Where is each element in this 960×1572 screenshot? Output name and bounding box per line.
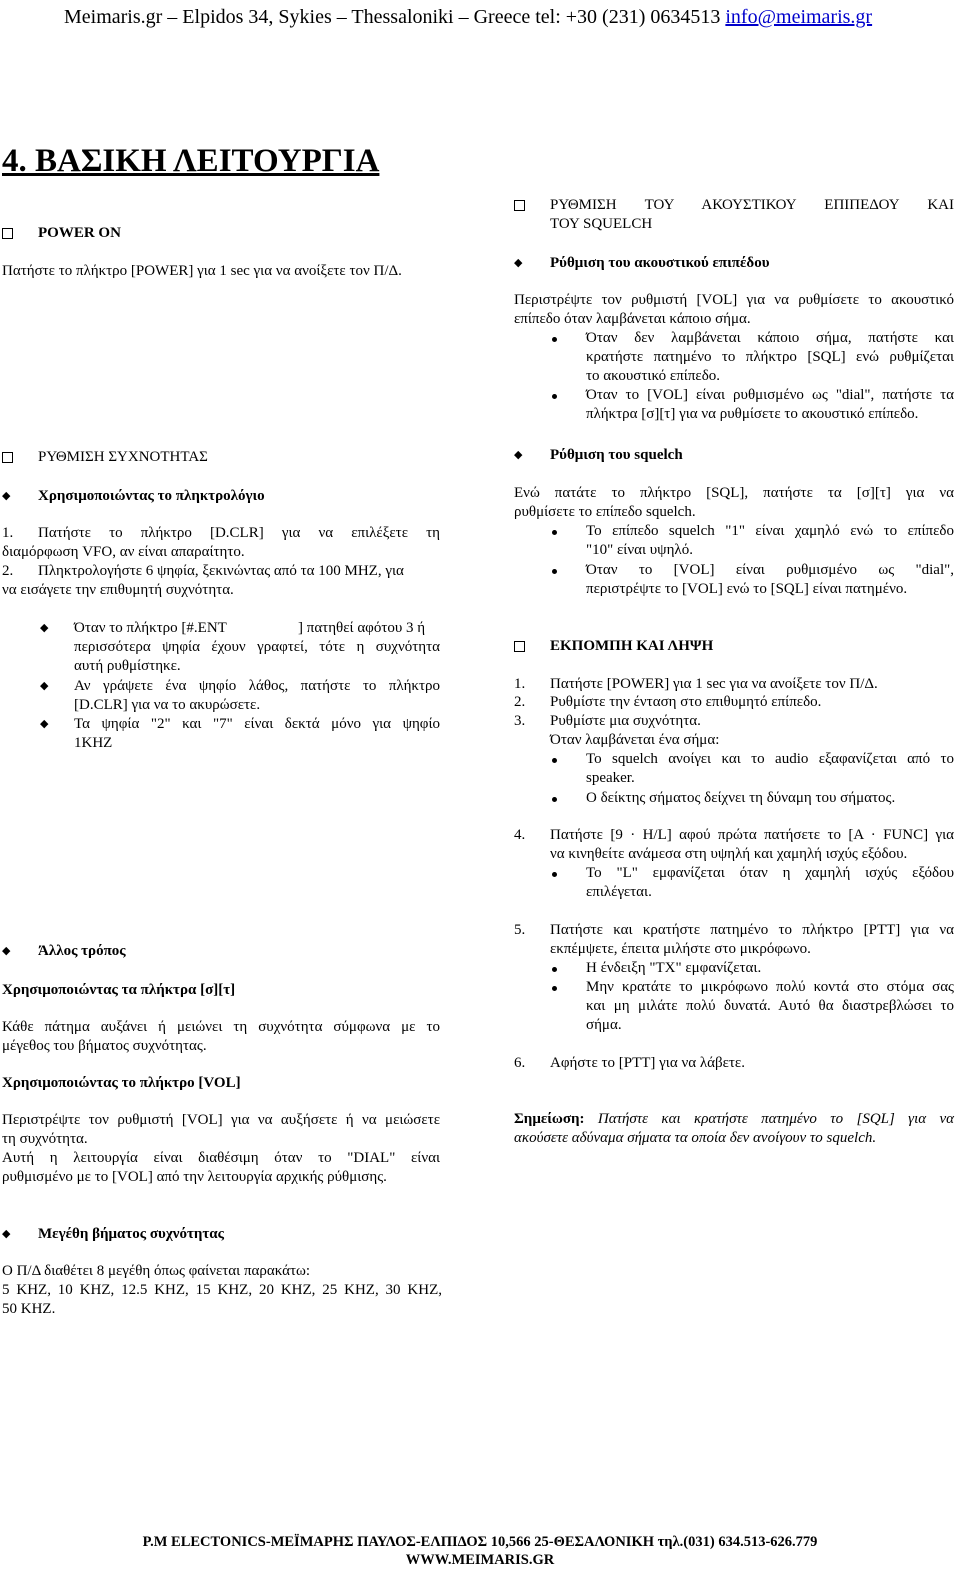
note-text: αυτή ρυθμίστηκε.	[74, 658, 181, 674]
step-text: να εισάγετε την επιθυμητή συχνότητα.	[2, 582, 234, 598]
tx-step-3	[514, 712, 954, 750]
paragraph-line: Ενώ πατάτε το πλήκτρο [SQL], πατήστε τα [σ][τ] για να	[514, 485, 954, 501]
frequency-heading-label: ΡΥΘΜΙΣΗ ΣΥΧΝΟΤΗΤΑΣ	[38, 449, 208, 465]
page-title: 4. ΒΑΣΙΚΗ ΛΕΙΤΟΥΡΓΙΑ	[2, 143, 380, 179]
tx-step-5-bullet-2	[514, 978, 954, 1035]
volume-squelch-heading	[514, 196, 954, 234]
round-dot-icon	[552, 986, 557, 991]
tx-step-2	[514, 693, 954, 712]
diamond-icon: ◆	[40, 718, 49, 730]
bullet-text: Το "L" εμφανίζεται όταν η χαμηλή ισχύς εξόδου	[586, 865, 954, 881]
keypad-step-2	[2, 562, 440, 600]
bullet-text: επιλέγεται.	[586, 884, 652, 900]
audio-level-label: Ρύθμιση του ακουστικού επιπέδου	[550, 255, 770, 271]
diamond-icon: ◆	[514, 449, 523, 461]
round-dot-icon	[552, 872, 557, 877]
footer-address: P.M ELECTONICS-ΜΕΪΜΑΡΗΣ ΠΑΥΛΟΣ-ΕΛΠΙΔΟΣ 10,566 25-ΘΕΣΑΛΟΝΙΚΗ τηλ.(031) 634.513-626.779	[142, 1534, 818, 1550]
header-email-link[interactable]: info@meimaris.gr	[725, 6, 873, 28]
note-text: ] πατηθεί αφότου 3 ή	[298, 620, 426, 636]
note-text: περισσότερα ψηφία έχουν γραφτεί, τότε η συχνότητα	[74, 639, 440, 655]
bullet-text: Όταν το [VOL] είναι ρυθμισμένο ως "dial", πατήστε τα	[586, 387, 954, 403]
heading-line: ΤΟΥ SQUELCH	[550, 216, 653, 232]
transmit-receive-label: ΕΚΠΟΜΠΗ ΚΑΙ ΛΗΨΗ	[550, 638, 714, 654]
paragraph-line: Κάθε πάτημα αυξάνει ή μειώνει τη συχνότητα σύμφωνα με το	[2, 1019, 440, 1035]
diamond-icon: ◆	[40, 622, 49, 634]
paragraph-line: ρυθμισμένο με το [VOL] από την λειτουργία αρχικής ρύθμισης.	[2, 1169, 387, 1185]
step-sizes-text	[2, 1262, 442, 1319]
bullet-text: speaker.	[586, 770, 635, 786]
keypad-subheading	[2, 487, 402, 506]
step-text: Όταν λαμβάνεται ένα σήμα:	[550, 732, 720, 748]
paragraph-line: μέγεθος του βήματος συχνότητας.	[2, 1038, 207, 1054]
bullet-text: πλήκτρα [σ][τ] για να ρυθμίσετε το ακουστικό επίπεδο.	[586, 406, 919, 422]
footer-website: WWW.MEIMARIS.GR	[405, 1552, 555, 1568]
squelch-label: Ρύθμιση του squelch	[550, 447, 683, 463]
bullet-text: Όταν το [VOL] είναι ρυθμισμένο ως "dial",	[586, 562, 954, 578]
frequency-heading	[2, 448, 302, 467]
note-text: Πατήστε και κρατήστε πατημένο το [SQL] για να	[597, 1111, 955, 1127]
step-text: να κινηθείτε ανάμεσα στη υψηλή και χαμηλή ισχύς εξόδου.	[550, 846, 908, 862]
keypad-note-3	[2, 715, 440, 753]
page-header	[64, 5, 872, 29]
step-text: Ρυθμίστε την ένταση στο επιθυμητό επίπεδο.	[550, 694, 822, 710]
round-dot-icon	[552, 758, 557, 763]
bullet-text: Όταν δεν λαμβάνεται κάποιο σήμα, πατήστε και	[586, 330, 954, 346]
checkbox-square-icon	[514, 641, 525, 652]
tx-step-5-bullet-1	[514, 959, 954, 978]
paragraph-line: Αυτή η λειτουργία είναι διαθέσιμη όταν το "DIAL" είναι	[2, 1150, 440, 1166]
vol-key-heading: Χρησιμοποιώντας το πλήκτρο [VOL]	[2, 1075, 241, 1091]
keypad-note-1	[2, 619, 440, 676]
step-text: διαμόρφωση VFO, αν είναι απαραίτητο.	[2, 544, 245, 560]
bullet-text: Το επίπεδο squelch "1" είναι χαμηλό ενώ το επίπεδο	[586, 523, 954, 539]
audio-level-subheading	[514, 254, 954, 273]
tx-step-6	[514, 1054, 954, 1073]
other-way-subheading	[2, 942, 302, 961]
arrow-keys-text	[2, 1018, 440, 1056]
transmit-receive-heading	[514, 637, 954, 656]
arrow-keys-heading: Χρησιμοποιώντας τα πλήκτρα [σ][τ]	[2, 982, 236, 998]
bullet-text: σήμα.	[586, 1017, 622, 1033]
step-number: 3.	[514, 713, 526, 729]
paragraph-line: τη συχνότητα.	[2, 1131, 88, 1147]
step-number: 5.	[514, 922, 526, 938]
step-number: 2.	[2, 563, 14, 579]
note-text: Αν γράψετε ένα ψηφίο λάθος, πατήστε το πλήκτρο	[74, 678, 440, 694]
step-text: Πατήστε [9 · H/L] αφού πρώτα πατήσετε το [A · FUNC] για	[550, 827, 954, 843]
step-text: Πατήστε [POWER] για 1 sec για να ανοίξετε τον Π/Δ.	[550, 676, 878, 692]
bullet-text: Ο δείκτης σήματος δείχνει τη δύναμη του σήματος.	[586, 790, 896, 806]
round-dot-icon	[552, 394, 557, 399]
diamond-icon: ◆	[2, 490, 11, 502]
step-text: Ρυθμίστε μια συχνότητα.	[550, 713, 701, 729]
step-sizes-subheading	[2, 1225, 302, 1244]
paragraph-line: επίπεδο όταν λαμβάνεται κάποιο σήμα.	[514, 311, 751, 327]
audio-bullet-1	[514, 329, 954, 386]
tx-step-3-bullet-2	[514, 789, 954, 808]
step-number: 1.	[2, 525, 14, 541]
page-footer	[0, 1533, 960, 1569]
bullet-text: Η ένδειξη "TX" εμφανίζεται.	[586, 960, 762, 976]
checkbox-square-icon	[2, 452, 13, 463]
paragraph-line: ρυθμίσετε το επίπεδο squelch.	[514, 504, 696, 520]
squelch-bullet-2	[514, 561, 954, 599]
diamond-icon: ◆	[514, 257, 523, 269]
step-number: 6.	[514, 1055, 526, 1071]
bullet-text: "10" είναι υψηλό.	[586, 542, 693, 558]
squelch-subheading	[514, 446, 954, 465]
squelch-bullet-1	[514, 522, 954, 560]
note-text: 1KHZ	[74, 735, 113, 751]
bullet-text: το ακουστικό επίπεδο.	[586, 368, 721, 384]
squelch-text	[514, 484, 954, 522]
heading-line: ΡΥΘΜΙΣΗ ΤΟΥ ΑΚΟΥΣΤΙΚΟΥ ΕΠΙΠΕΔΟΥ ΚΑΙ	[550, 197, 954, 213]
paragraph-line: Ο Π/Δ διαθέτει 8 μεγέθη όπως φαίνεται παρακάτω:	[2, 1263, 311, 1279]
paragraph-line: Περιστρέψτε τον ρυθμιστή [VOL] για να ρυθμίσετε το ακουστικό	[514, 292, 954, 308]
other-way-label: Άλλος τρόπος	[38, 943, 126, 959]
power-on-text: Πατήστε το πλήκτρο [POWER] για 1 sec για να ανοίξετε τον Π/Δ.	[2, 263, 402, 279]
diamond-icon: ◆	[2, 945, 11, 957]
diamond-icon: ◆	[40, 680, 49, 692]
note-text: Τα ψηφία "2" και "7" είναι δεκτά μόνο για ψηφίο	[74, 716, 440, 732]
audio-bullet-2	[514, 386, 954, 424]
checkbox-square-icon	[514, 200, 525, 211]
note-block	[514, 1110, 954, 1148]
paragraph-line: Περιστρέψτε τον ρυθμιστή [VOL] για να αυξήσετε ή να μειώσετε	[2, 1112, 440, 1128]
step-number: 2.	[514, 694, 526, 710]
step-number: 4.	[514, 827, 526, 843]
power-on-heading-label: POWER ON	[38, 225, 121, 241]
bullet-text: Το squelch ανοίγει και το audio εξαφανίζεται από το	[586, 751, 954, 767]
bullet-text: περιστρέψτε το [VOL] ενώ το [SQL] είναι πατημένο.	[586, 581, 908, 597]
checkbox-square-icon	[2, 228, 13, 239]
note-text: ακούσετε αδύναμα σήματα τα οποία δεν ανοίγουν το squelch.	[514, 1130, 877, 1146]
bullet-text: και μη μιλάτε πολύ δυνατά. Αυτό θα διαστρεβλώσει το	[586, 998, 954, 1014]
note-label: Σημείωση:	[514, 1111, 585, 1127]
keypad-subheading-label: Χρησιμοποιώντας το πληκτρολόγιο	[38, 488, 265, 504]
keypad-note-2	[2, 677, 440, 715]
note-text: Όταν το πλήκτρο [#.ENT	[74, 620, 227, 636]
paragraph-line: 50 KHZ.	[2, 1301, 56, 1317]
paragraph-line: 5 KHZ, 10 KHZ, 12.5 KHZ, 15 KHZ, 20 KHZ, 25 KHZ, 30 KHZ,	[2, 1282, 442, 1298]
step-text: εκπέμψετε, έπειτα μιλήστε στο μικρόφωνο.	[550, 941, 811, 957]
tx-step-4	[514, 826, 954, 864]
tx-step-4-bullet	[514, 864, 954, 902]
audio-level-text	[514, 291, 954, 329]
step-text: Πατήστε το πλήκτρο [D.CLR] για να επιλέξετε τη	[38, 525, 440, 541]
vol-key-text	[2, 1111, 440, 1187]
keypad-step-1	[2, 524, 440, 562]
round-dot-icon	[552, 967, 557, 972]
tx-step-5	[514, 921, 954, 959]
header-text: Meimaris.gr – Elpidos 34, Sykies – Thessaloniki – Greece tel: +30 (231) 0634513	[64, 6, 721, 28]
round-dot-icon	[552, 797, 557, 802]
step-text: Πατήστε και κρατήστε πατημένο το πλήκτρο [PTT] για να	[550, 922, 954, 938]
step-text: Αφήστε το [PTT] για να λάβετε.	[550, 1055, 745, 1071]
step-text: Πληκτρολογήστε 6 ψηφία, ξεκινώντας από τα 100 MHZ, για	[38, 563, 404, 579]
bullet-text: κρατήστε πατημένο το πλήκτρο [SQL] ενώ ρυθμίζεται	[586, 349, 954, 365]
round-dot-icon	[552, 569, 557, 574]
tx-step-3-bullet-1	[514, 750, 954, 788]
diamond-icon: ◆	[2, 1228, 11, 1240]
note-text: [D.CLR] για να το ακυρώσετε.	[74, 697, 261, 713]
round-dot-icon	[552, 530, 557, 535]
tx-step-1	[514, 675, 954, 694]
bullet-text: Μην κρατάτε το μικρόφωνο πολύ κοντά στο στόμα σας	[586, 979, 954, 995]
round-dot-icon	[552, 337, 557, 342]
step-number: 1.	[514, 676, 526, 692]
step-sizes-label: Μεγέθη βήματος συχνότητας	[38, 1226, 224, 1242]
power-on-heading	[2, 224, 302, 243]
